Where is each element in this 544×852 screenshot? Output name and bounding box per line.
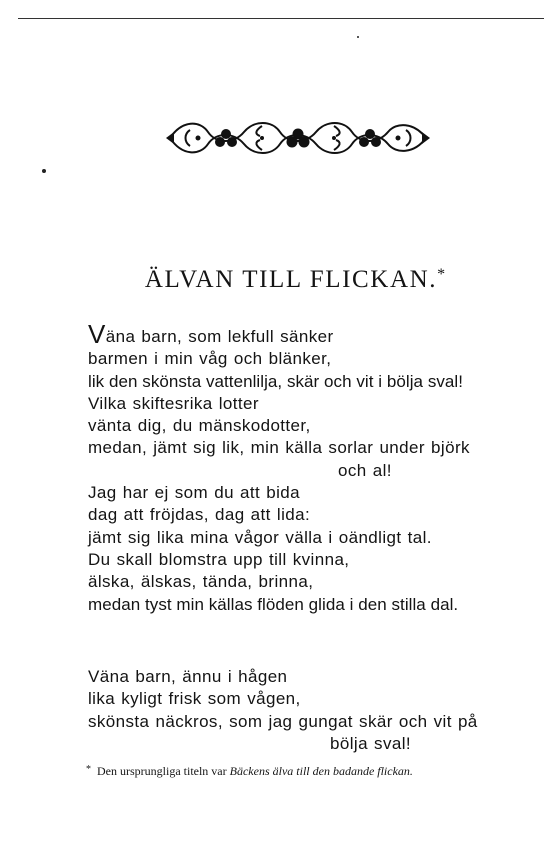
- verse-line: älska, älskas, tända, brinna,: [88, 572, 314, 592]
- verse-line: Väna barn, som lekfull sänker: [88, 319, 334, 349]
- verse-line: vänta dig, du mänskodotter,: [88, 416, 311, 436]
- ink-speck: [357, 36, 359, 38]
- verse-line: dag att fröjdas, dag att lida:: [88, 505, 311, 525]
- verse-line: jämt sig lika mina vågor välla i oändligt tal.: [88, 527, 432, 547]
- poem-title: [0, 266, 544, 294]
- footnote-text: Den ursprungliga titeln var: [97, 764, 227, 778]
- footnote-original-title: Bäckens älva till den badande flickan.: [229, 764, 413, 778]
- footnote: [86, 764, 413, 779]
- verse-line: medan tyst min källas flöden glida i den stilla dal.: [88, 594, 459, 614]
- title-text: ÄLVAN TILL FLICKAN.: [144, 266, 438, 293]
- verse-line: Vilka skiftesrika lotter: [88, 393, 259, 413]
- verse-line: medan, jämt sig lik, min källa sorlar under björk: [88, 438, 470, 458]
- ink-speck: [42, 169, 46, 173]
- verse-line: Jag har ej som du att bida: [88, 483, 301, 503]
- footnote-mark: *: [86, 764, 91, 775]
- verse-line: bölja sval!: [330, 733, 411, 753]
- stanza-2: [88, 666, 478, 755]
- top-rule: [18, 18, 544, 19]
- verse-line: Du skall blomstra upp till kvinna,: [88, 549, 350, 569]
- title-footnote-mark: *: [437, 266, 446, 283]
- verse-line: och al!: [338, 460, 392, 480]
- verse-line: Väna barn, ännu i hågen: [88, 667, 288, 686]
- drop-cap: V: [88, 319, 106, 349]
- verse-line: lika kyligt frisk som vågen,: [88, 689, 301, 709]
- floral-vignette-icon: [160, 118, 436, 158]
- verse-line: skönsta näckros, som jag gungat skär och vit på: [88, 711, 478, 731]
- stanza-1: [88, 319, 470, 616]
- verse-line: lik den skönsta vattenlilja, skär och vit i bölja sval!: [88, 371, 464, 391]
- verse-line: barmen i min våg och blänker,: [88, 349, 332, 369]
